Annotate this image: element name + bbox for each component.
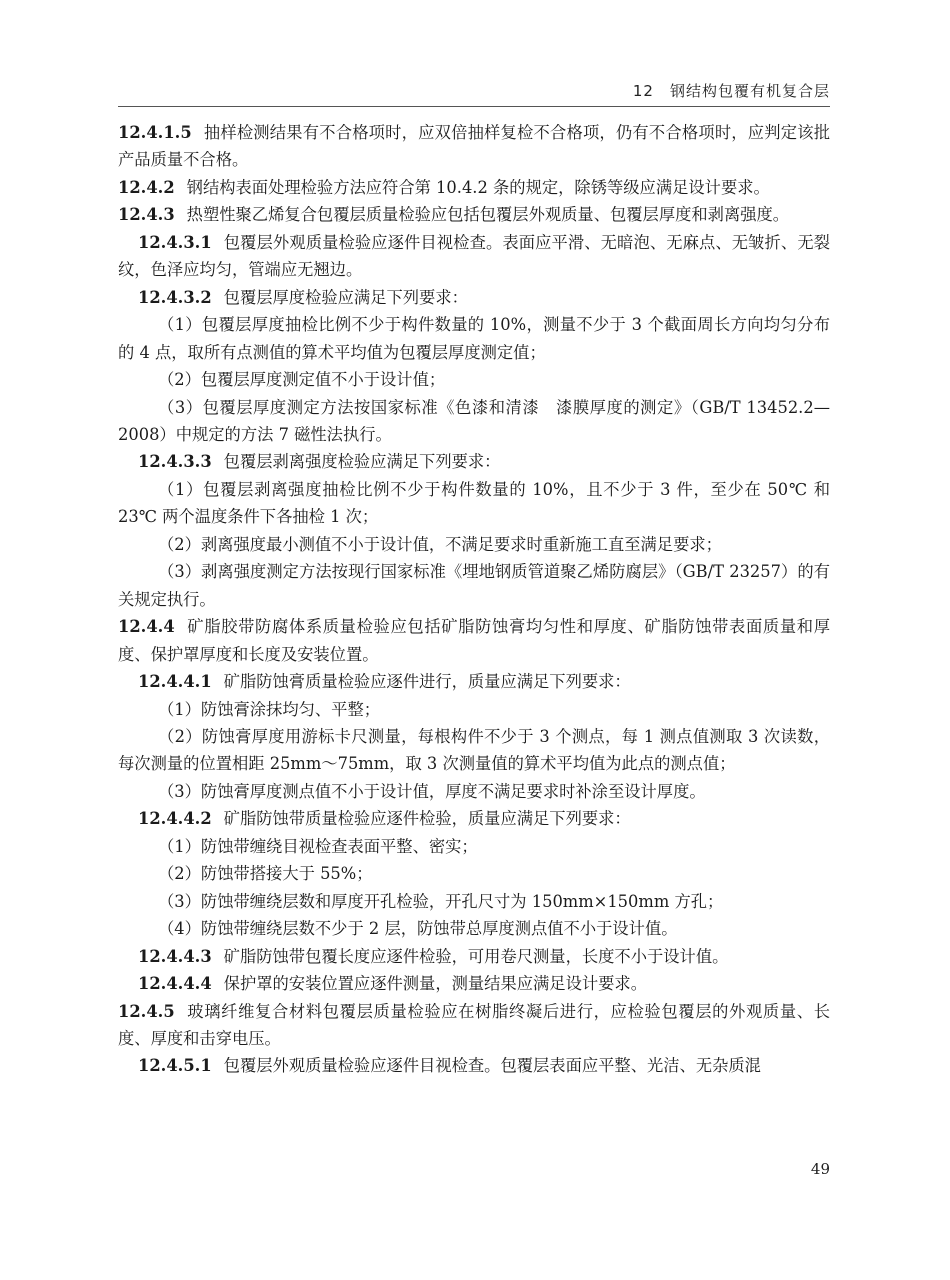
clause-text: 保护罩的安装位置应逐件测量，测量结果应满足设计要求。 bbox=[223, 974, 647, 994]
body-text bbox=[118, 119, 830, 1080]
chapter-number: 12 bbox=[632, 82, 654, 100]
clause-number: 12.4.4.1 bbox=[138, 672, 212, 692]
list-item bbox=[118, 696, 830, 723]
clause-text: 抽样检测结果有不合格项时，应双倍抽样复检不合格项，仍有不合格项时，应判定该批产品质量不合格。 bbox=[118, 123, 830, 170]
clause-number: 12.4.4 bbox=[118, 617, 175, 637]
list-item bbox=[118, 723, 830, 778]
clause-number: 12.4.3.2 bbox=[138, 287, 212, 307]
clause-number: 12.4.5 bbox=[118, 1001, 175, 1021]
list-item bbox=[118, 366, 830, 393]
clause-text: 矿脂防蚀带质量检验应逐件检验，质量应满足下列要求： bbox=[223, 809, 631, 829]
clause-text: 包覆层外观质量检验应逐件目视检查。包覆层表面应平整、光洁、无杂质混 bbox=[223, 1056, 761, 1076]
list-item-text: （4）防蚀带缠绕层数不少于 2 层，防蚀带总厚度测点值不小于设计值。 bbox=[158, 919, 678, 939]
list-item-text: （1）包覆层剥离强度抽检比例不少于构件数量的 10%，且不少于 3 件，至少在 50℃ 和 23℃ 两个温度条件下各抽检 1 次； bbox=[118, 479, 830, 527]
clause-12-4-4-1 bbox=[118, 668, 830, 695]
clause-number: 12.4.3 bbox=[118, 205, 175, 225]
clause-text: 玻璃纤维复合材料包覆层质量检验应在树脂终凝后进行，应检验包覆层的外观质量、长度、厚度和击穿电压。 bbox=[118, 1001, 830, 1048]
page-number: 49 bbox=[810, 1160, 830, 1178]
clause-text: 矿脂防蚀带包覆长度应逐件检验，可用卷尺测量，长度不小于设计值。 bbox=[223, 946, 729, 966]
clause-12-4-2 bbox=[118, 174, 830, 201]
clause-12-4-5-1 bbox=[118, 1052, 830, 1079]
list-item-text: （3）防蚀膏厚度测点值不小于设计值，厚度不满足要求时补涂至设计厚度。 bbox=[158, 781, 706, 801]
clause-text: 矿脂防蚀膏质量检验应逐件进行，质量应满足下列要求： bbox=[223, 672, 631, 692]
clause-text: 钢结构表面处理检验方法应符合第 10.4.2 条的规定，除锈等级应满足设计要求。 bbox=[186, 177, 770, 197]
clause-text: 包覆层厚度检验应满足下列要求： bbox=[223, 287, 468, 307]
list-item-text: （1）包覆层厚度抽检比例不少于构件数量的 10%，测量不少于 3 个截面周长方向均匀分布的 4 点，取所有点测值的算术平均值为包覆层厚度测定值； bbox=[118, 315, 830, 362]
list-item bbox=[118, 311, 830, 366]
clause-text: 矿脂胶带防腐体系质量检验应包括矿脂防蚀膏均匀性和厚度、矿脂防蚀带表面质量和厚度、保护罩厚度和长度及安装位置。 bbox=[118, 617, 830, 664]
clause-number: 12.4.5.1 bbox=[138, 1056, 212, 1076]
clause-number: 12.4.1.5 bbox=[118, 123, 192, 142]
clause-12-4-4 bbox=[118, 613, 830, 668]
clause-number: 12.4.3.3 bbox=[138, 452, 212, 472]
clause-12-4-3-2 bbox=[118, 284, 830, 311]
clause-12-4-3 bbox=[118, 201, 830, 228]
clause-12-4-1-5 bbox=[118, 119, 830, 174]
clause-number: 12.4.4.2 bbox=[138, 809, 212, 829]
list-item-text: （1）防蚀带缠绕目视检查表面平整、密实； bbox=[158, 836, 478, 856]
clause-text: 包覆层外观质量检验应逐件目视检查。表面应平滑、无暗泡、无麻点、无皱折、无裂纹，色泽应均匀，管端应无翘边。 bbox=[118, 232, 830, 280]
clause-12-4-5 bbox=[118, 998, 830, 1053]
list-item-text: （2）剥离强度最小测值不小于设计值，不满足要求时重新施工直至满足要求； bbox=[158, 534, 722, 554]
clause-12-4-4-4 bbox=[118, 970, 830, 997]
header-rule bbox=[118, 106, 830, 107]
list-item-text: （2）防蚀膏厚度用游标卡尺测量，每根构件不少于 3 个测点，每 1 测点值测取 3 次读数，每次测量的位置相距 25mm～75mm，取 3 次测量值的算术平均值为此点的测点值； bbox=[118, 726, 830, 774]
list-item bbox=[118, 778, 830, 805]
clause-number: 12.4.2 bbox=[118, 177, 175, 197]
list-item bbox=[118, 833, 830, 860]
list-item-text: （2）包覆层厚度测定值不小于设计值； bbox=[158, 370, 446, 390]
clause-text: 包覆层剥离强度检验应满足下列要求： bbox=[223, 452, 501, 472]
list-item-text: （1）防蚀膏涂抹均匀、平整； bbox=[158, 699, 381, 719]
list-item bbox=[118, 531, 830, 558]
list-item-text: （3）防蚀带缠绕层数和厚度开孔检验，开孔尺寸为 150mm×150mm 方孔； bbox=[158, 891, 724, 911]
list-item bbox=[118, 394, 830, 449]
clause-number: 12.4.4.3 bbox=[138, 946, 212, 966]
list-item bbox=[118, 476, 830, 531]
clause-number: 12.4.4.4 bbox=[138, 974, 212, 994]
clause-12-4-4-3 bbox=[118, 943, 830, 970]
list-item-text: （2）防蚀带搭接大于 55%； bbox=[158, 864, 373, 884]
clause-text: 热塑性聚乙烯复合包覆层质量检验应包括包覆层外观质量、包覆层厚度和剥离强度。 bbox=[186, 205, 790, 225]
list-item bbox=[118, 558, 830, 613]
list-item bbox=[118, 860, 830, 887]
list-item-text: （3）剥离强度测定方法按现行国家标准《埋地钢质管道聚乙烯防腐层》（GB/T 23257）的有关规定执行。 bbox=[118, 562, 830, 609]
running-header bbox=[118, 80, 830, 101]
list-item bbox=[118, 915, 830, 942]
clause-12-4-3-3 bbox=[118, 448, 830, 475]
clause-12-4-3-1 bbox=[118, 229, 830, 284]
clause-12-4-4-2 bbox=[118, 805, 830, 832]
list-item bbox=[118, 888, 830, 915]
chapter-title: 钢结构包覆有机复合层 bbox=[669, 82, 830, 100]
clause-number: 12.4.3.1 bbox=[138, 232, 212, 252]
list-item-text: （3）包覆层厚度测定方法按国家标准《色漆和清漆 漆膜厚度的测定》（GB/T 13452.2—2008）中规定的方法 7 磁性法执行。 bbox=[118, 397, 830, 444]
